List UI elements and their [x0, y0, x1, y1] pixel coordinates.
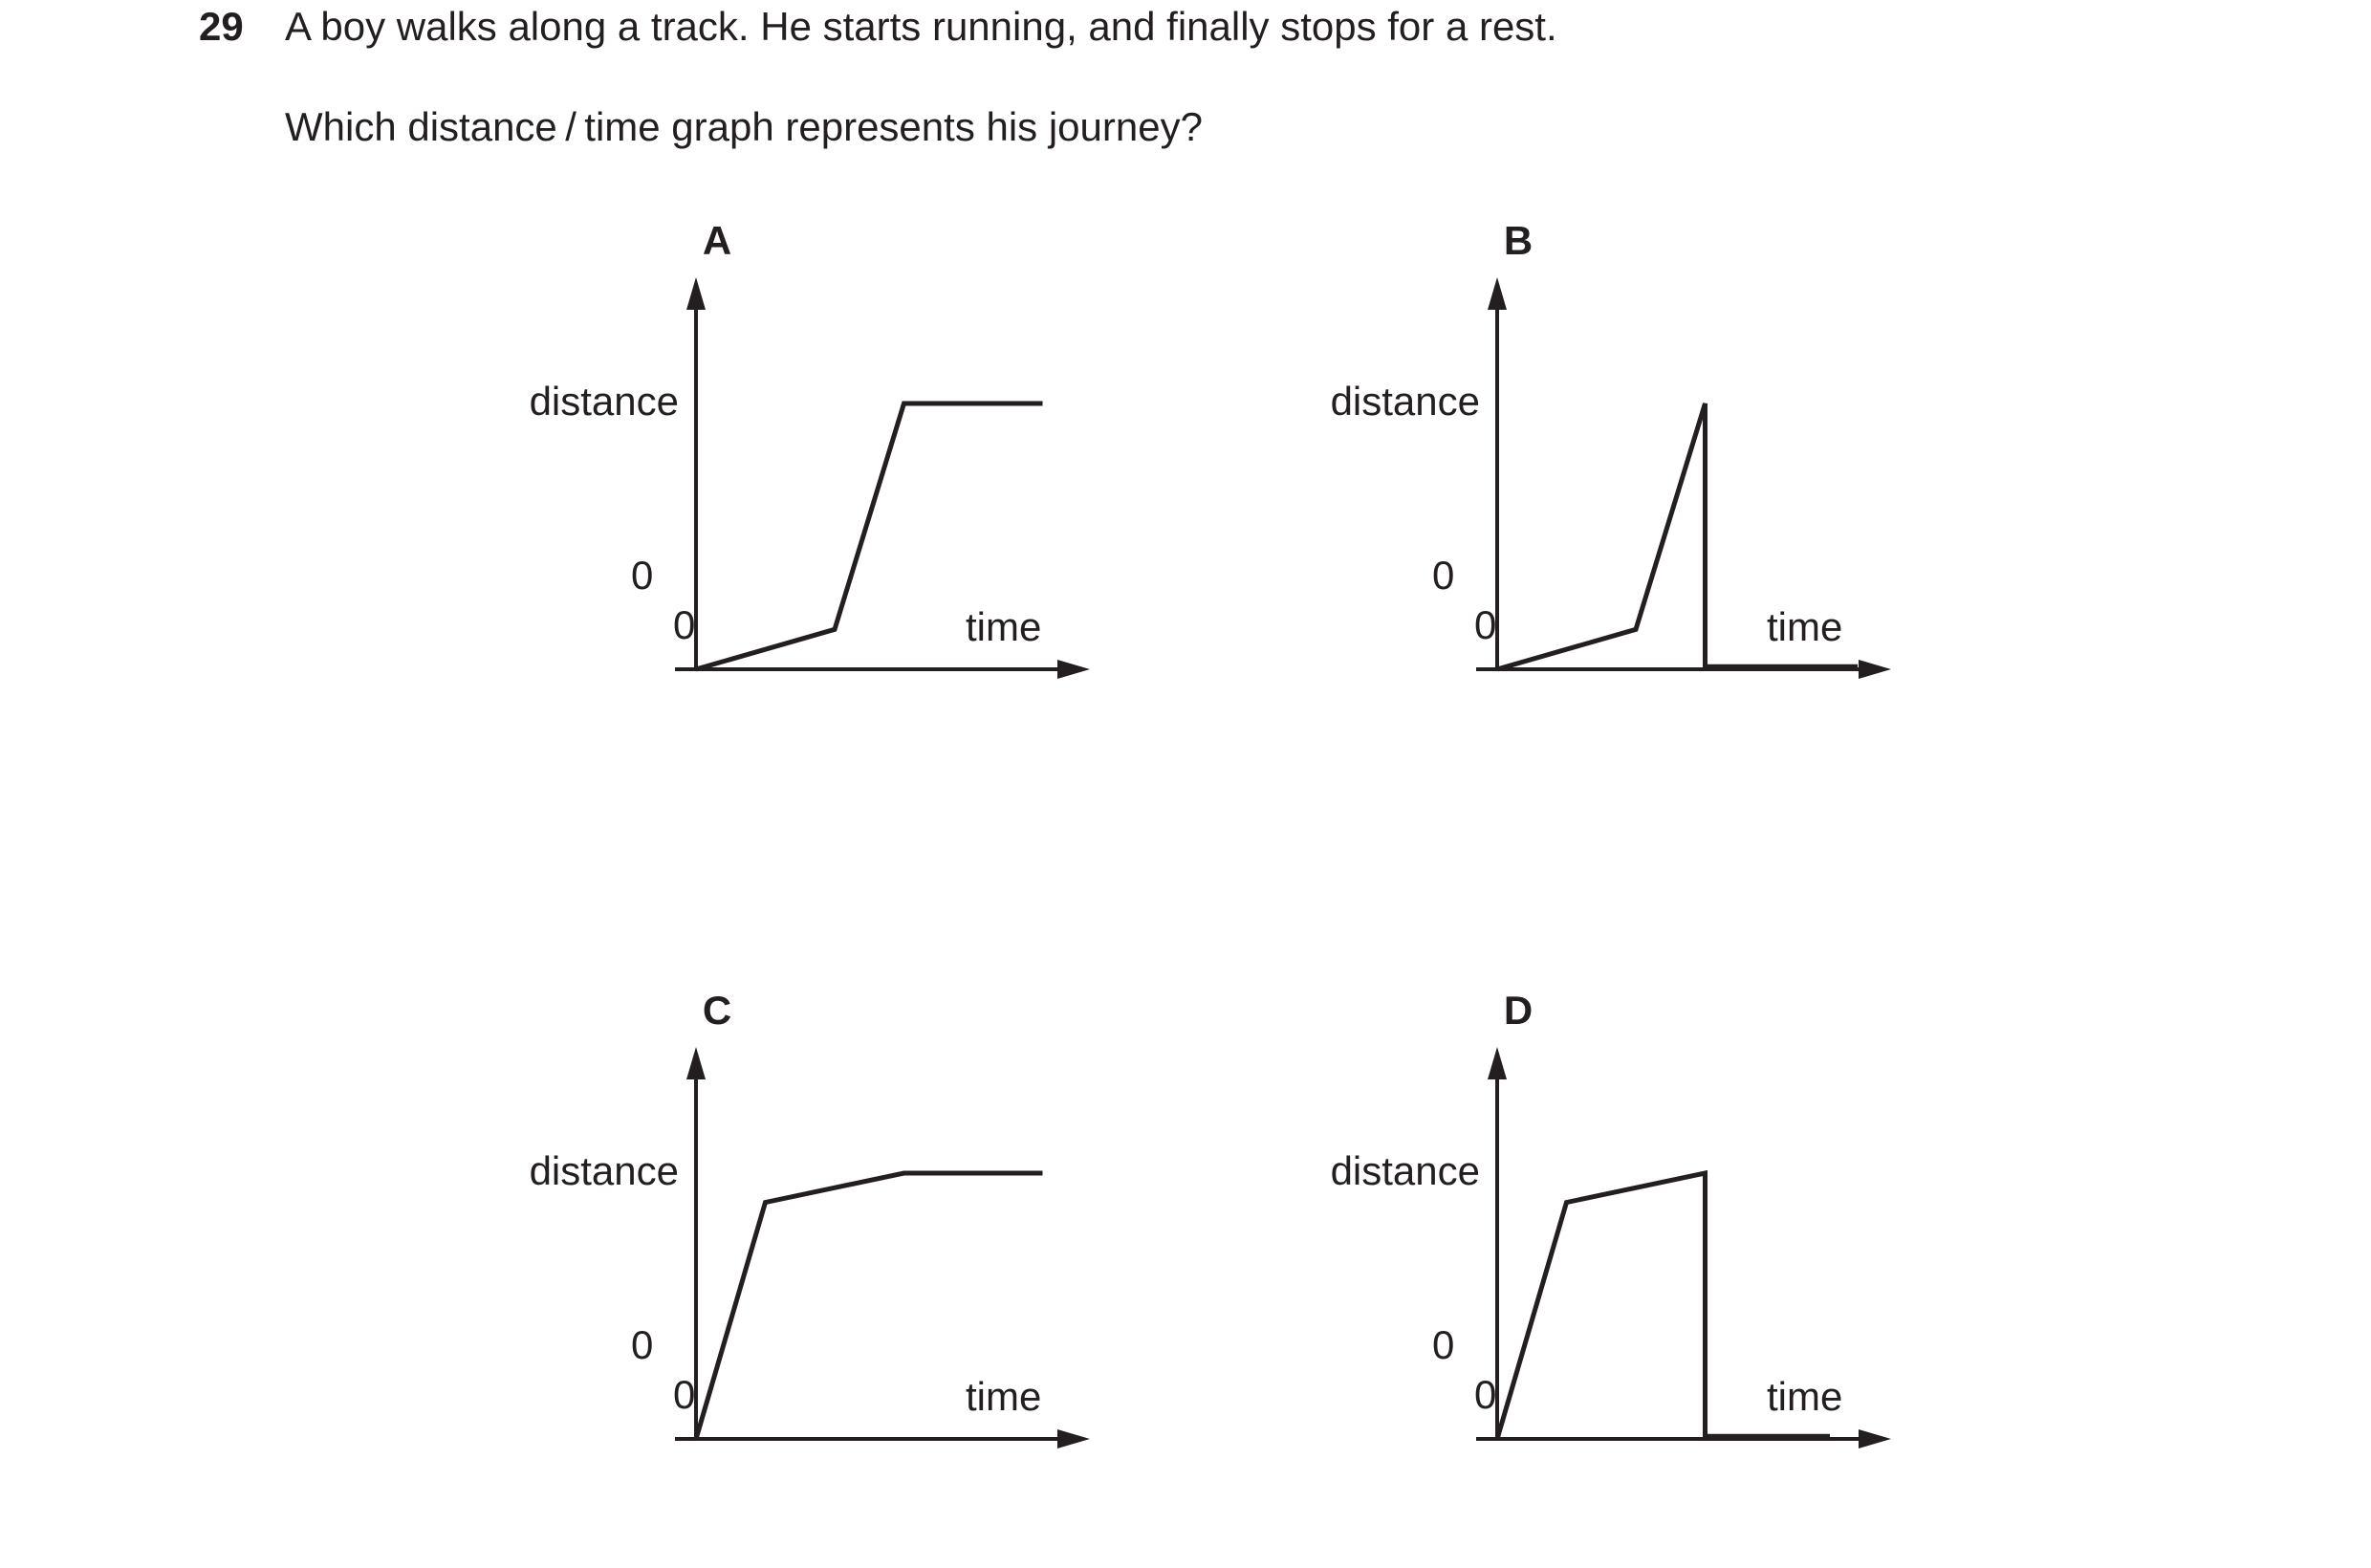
- y-axis-zero-label: 0: [631, 553, 654, 598]
- y-axis-arrowhead: [686, 1047, 706, 1079]
- question-number: 29: [199, 4, 244, 49]
- question-text: A boy walks along a track. He starts running, and finally stops for a rest.: [285, 4, 1557, 49]
- y-axis-label: distance: [529, 379, 679, 424]
- x-axis-zero-label: 0: [1474, 1372, 1497, 1417]
- y-axis-label: distance: [1330, 379, 1480, 424]
- option-label-d: D: [1503, 988, 1534, 1033]
- graph-option-d: [1298, 966, 1910, 1568]
- x-axis-label: time: [1767, 1374, 1843, 1419]
- x-axis-zero-label: 0: [1474, 602, 1497, 647]
- graph-plot-c: [497, 966, 1109, 1568]
- journey-line: [1497, 403, 1858, 669]
- y-axis-label: distance: [529, 1148, 679, 1193]
- graph-option-b: [1298, 196, 1910, 798]
- graph-plot-a: [497, 196, 1109, 798]
- graph-plot-b: [1298, 196, 1910, 798]
- y-axis-zero-label: 0: [631, 1322, 654, 1367]
- x-axis-label: time: [966, 1374, 1042, 1419]
- question-prompt: Which distance / time graph represents his journey?: [285, 104, 1203, 149]
- x-axis-arrowhead: [1859, 1429, 1891, 1448]
- y-axis-zero-label: 0: [1432, 553, 1455, 598]
- y-axis-arrowhead: [1488, 1047, 1507, 1079]
- x-axis-label: time: [966, 604, 1042, 649]
- x-axis-arrowhead: [1057, 660, 1090, 679]
- x-axis-zero-label: 0: [673, 1372, 696, 1417]
- journey-line: [1497, 1173, 1830, 1439]
- journey-line: [696, 403, 1043, 669]
- graph-plot-d: [1298, 966, 1910, 1568]
- y-axis-label: distance: [1330, 1148, 1480, 1193]
- x-axis-label: time: [1767, 604, 1843, 649]
- graph-option-c: [497, 966, 1109, 1568]
- journey-line: [696, 1173, 1043, 1439]
- option-label-a: A: [702, 218, 732, 263]
- x-axis-zero-label: 0: [673, 602, 696, 647]
- option-label-c: C: [702, 988, 732, 1033]
- x-axis-arrowhead: [1859, 660, 1891, 679]
- y-axis-arrowhead: [686, 277, 706, 310]
- option-label-b: B: [1503, 218, 1534, 263]
- graph-option-a: [497, 196, 1109, 798]
- y-axis-arrowhead: [1488, 277, 1507, 310]
- x-axis-arrowhead: [1057, 1429, 1090, 1448]
- y-axis-zero-label: 0: [1432, 1322, 1455, 1367]
